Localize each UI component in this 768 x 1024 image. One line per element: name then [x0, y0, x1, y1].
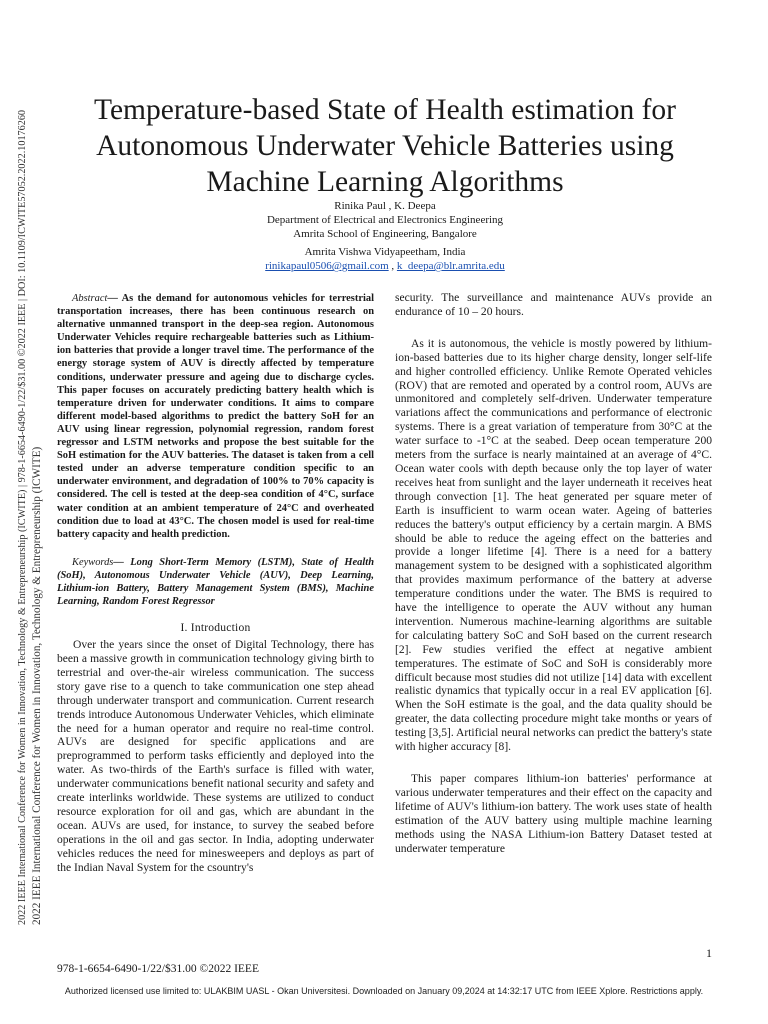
abstract-text: As the demand for autonomous vehicles for terrestrial transportation increases, there has been continuous research on alternative unmanned transport in the deep-sea region. Autonomous Underwater Vehicles require rechargeable batteries such as Lithium-ion batteries that provide a longer travel time. The performance of the energy storage system of AUV is directly affected by temperature conditions, underwater pressure and ageing due to discharge cycles. This paper focuses on accurately predicting battery health which is temperature driven for underwater conditions. It aims to compare different model-based algorithms to predict the battery SoH for an AUV using linear regression, polynomial regression, random forest regressor and LSTM networks and propose the best suitable for the SoH estimation for the AUV batteries. The dataset is taken from a cell tested under an adverse temperature condition specific to an underwater environment, and degradation of 100% to 70% capacity is considered. The cell is tested at the deep-sea condition of 4°C, surface water condition at an ambient temperature of 24°C and overheated condition due to load at 43°C. The chosen model is used for real-time battery capacity and health prediction. — [57, 293, 374, 540]
side-conference-line: 2022 IEEE International Conference for Women in Innovation, Technology & Entrepreneurship (ICWITE) — [31, 446, 43, 925]
title-line: Machine Learning Algorithms — [206, 166, 564, 198]
title-line: Autonomous Underwater Vehicle Batteries using — [96, 130, 674, 162]
right-column — [395, 292, 712, 856]
email-separator: , — [388, 260, 397, 273]
intro-paragraph-continued: security. The surveillance and maintenance AUVs provide an endurance of 10 – 20 hours. — [395, 292, 712, 318]
intro-paragraph: This paper compares lithium-ion batteries' performance at various underwater temperatures and their effect on the capacity and lifetime of AUV's lithium-ion battery. The work uses state of health estimation of the AUV battery using multiple machine learning methods using the NASA Lithium-ion Battery Dataset tested at underwater temperature — [395, 773, 712, 855]
authorization-notice: Authorized licensed use limited to: ULAKBIM UASL - Okan Universitesi. Downloaded on January 09,2024 at 14:32:17 UTC from IEEE Xplore. Restrictions apply. — [64, 986, 704, 996]
email-link[interactable]: rinikapaul0506@gmail.com — [265, 260, 389, 273]
keywords-label: Keywords — [72, 556, 114, 568]
title-line: Temperature-based State of Health estimation for — [94, 94, 676, 126]
author-school: Amrita School of Engineering, Bangalore — [293, 227, 477, 240]
intro-paragraph: As it is autonomous, the vehicle is mostly powered by lithium-ion-based batteries due to its higher charge density, longer self-life and higher controlled efficiency. Unlike Remote Operated vehicles (ROV) that are remoted and operated by a control room, AUVs are unmonitored and completely self-driven. Underwater temperature variations affect the communications and performance of electronic systems. There is a great variation of temperature from 30°C at the water surface to -1°C at the seabed. Deep ocean temperature 200 meters from the surface is nearly maintained at an average of 4°C. Ocean water cools with depth because only the top layer of water receives heat from sunlight and the layer underneath it receives heat through convection [1]. The heat generated per square meter of Earth is insufficient to warm ocean water. Ageing of batteries reduces the battery's output efficiency by a certain margin. A BMS should be able to reduce the ageing effect on the batteries and provide a longer lifetime [4]. There is a need for a battery management system to be designed with a sophisticated algorithm that provides maximum performance of the battery at adverse temperature conditions under the water. The BMS is required to have the intelligence to operate the AUV without any human intervention. Numerous machine-learning algorithms are suitable for calculating battery SoC and SoH based on the current research [2]. Few studies verified the effect at negative ambient temperatures. The estimate of SoC and SoH is considerably more difficult because most studies did not utilize [14] data with excellent realistic dynamics that typically occur in a real EV application [6]. When the SoH estimate is the goal, and the data quality should be greater, the data collecting procedure might take months or years of testing [3,5]. Artificial neural networks can predict the battery's state with higher accuracy [8]. — [395, 337, 712, 754]
section-heading: I. Introduction — [180, 621, 251, 635]
left-column — [57, 292, 374, 875]
keywords-text: Long Short-Term Memory (LSTM), State of Health (SoH), Autonomous Underwater Vehicle (AUV), Deep Learning, Lithium-ion Battery, Battery Management System (BMS), Machine Learning, Random Forest Regressor — [57, 556, 375, 608]
author-emails — [60, 260, 710, 274]
abstract — [57, 292, 374, 541]
email-link[interactable]: k_deepa@blr.amrita.edu — [396, 260, 505, 273]
author-block — [60, 200, 710, 274]
paper-title — [60, 92, 710, 200]
abstract-label: Abstract — [72, 293, 108, 304]
author-names: Rinika Paul , K. Deepa — [334, 200, 436, 212]
author-university: Amrita Vishwa Vidyapeetham, India — [304, 246, 466, 259]
side-banner — [14, 95, 50, 925]
page-number: 1 — [706, 946, 712, 960]
abstract-dash: — — [107, 293, 122, 304]
side-citation-line: 2022 IEEE International Conference for Women in Innovation, Technology & Entrepreneurship (ICWITE) | 978-1-6654-6490-1/22/$31.00 ©2022 IEEE | DOI: 10.1109/ICWITE57052.2022.10176260 — [17, 109, 28, 925]
keywords-dash: — — [113, 556, 131, 568]
author-department: Department of Electrical and Electronics Engineering — [266, 213, 504, 226]
keywords — [57, 556, 374, 608]
copyright-code: 978-1-6654-6490-1/22/$31.00 ©2022 IEEE — [57, 963, 259, 975]
intro-paragraph: Over the years since the onset of Digital Technology, there has been a massive growth in communication technology giving birth to terrestrial and over-the-air wireless communication. The success story gave rise to a quench to take communication one step ahead through underwater transport and communication. Current research trends introduce Autonomous Underwater Vehicles, which eliminate the need for a human operator and require no real-time control. AUVs are designed for specific applications and are preprogrammed to perform tasks efficiently and deployed into the water. As two-thirds of the Earth's surface is filled with water, underwater communications benefit national security and safety and create interlinks worldwide. These systems are utilized to conduct resource exploration for oil and gas, which are abundant in the ocean. AUVs are used, for instance, to survey the seabed before operations in the oil and gas sector. In India, adopting underwater vehicles reduces the need for minesweepers and deploys as part of the Indian Naval System for the csountry's — [57, 639, 374, 874]
